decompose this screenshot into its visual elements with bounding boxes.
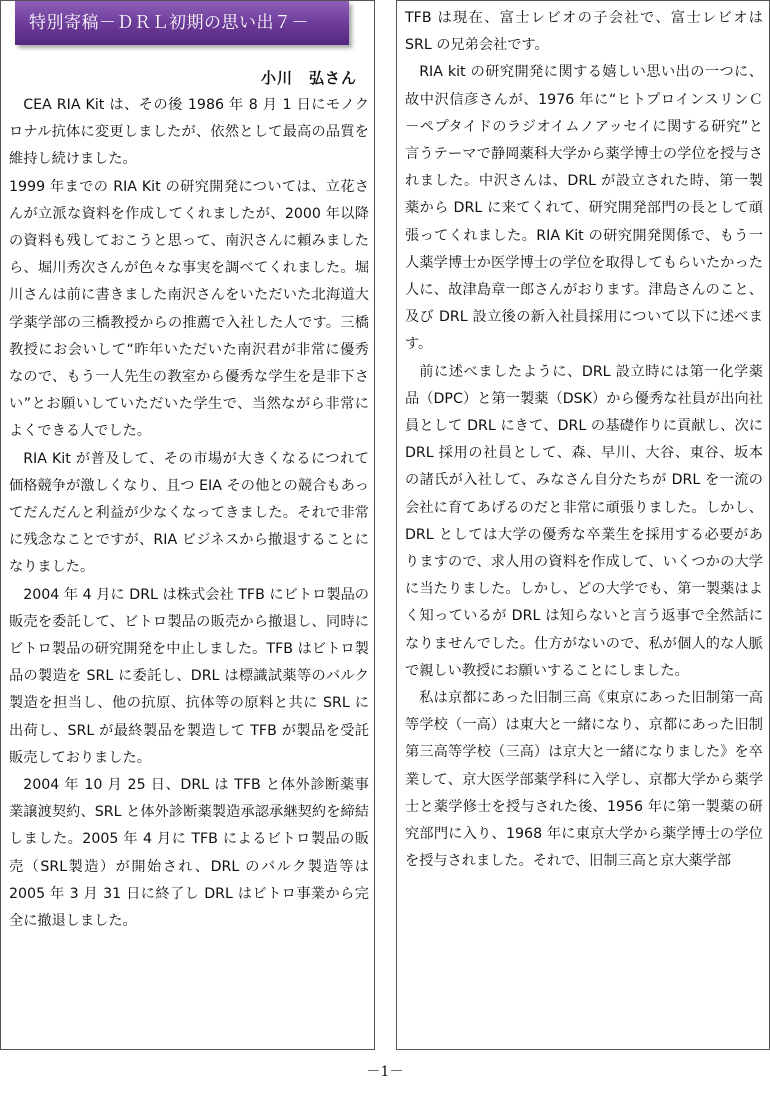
right-column <box>396 0 770 1050</box>
paragraph: RIA Kit が普及して、その市場が大きくなるにつれて価格競争が激しくなり、且つ EIA その他との競合もあってだんだんと利益が少なくなってきました。それで非常に残念なことですが、RIA ビジネスから撤退することになりました。 <box>9 450 369 576</box>
paragraph: RIA kit の研究開発に関する嬉しい思い出の一つに、故中沢信彦さんが、1976 年に“ヒトプロインスリンＣ－ペプタイドのラジオイムノアッセイに関する研究”と言うテーマで静岡薬科大学から薬学博士の学位を授与されました。中沢さんは、DRL が設立された時、第一製薬から DRL に来てくれて、研究開発部門の長として頑張ってくれました。RIA Kit の研究開発関係で、もう一人薬学博士か医学博士の学位を取得してもらいたかった人に、故津島章一郎さんがおります。津島さんのこと、及び DRL 設立後の新入社員採用について以下に述べます。 <box>405 64 763 353</box>
left-column <box>0 0 375 1050</box>
author-name: 小川 弘さん <box>260 69 357 87</box>
paragraph: 1999 年までの RIA Kit の研究開発については、立花さんが立派な資料を作成してくれましたが、2000 年以降の資料も残しておこうと思って、南沢さんに頼みましたら、堀川秀次さんが色々な事実を調べてくれました。堀川さんは前に書きました南沢さんをいただいた北海道大学薬学部の三橋教授からの推薦で入社した人です。三橋教授にお会いして“昨年いただいた南沢君が非常に優秀なので、もう一人先生の教室から優秀な学生を是非下さい”とお願いしていただいた学生で、当然ながら非常によくできる人でした。 <box>9 178 369 440</box>
paragraph: 前に述べましたように、DRL 設立時には第一化学薬品（DPC）と第一製薬（DSK）から優秀な社員が出向社員として DRL にきて、DRL の基礎作りに貢献し、次に DRL 採用の社員として、森、早川、大谷、東谷、坂本の諸氏が入社して、みなさん自分たちが DRL を一流の会社に育てあげるのだと非常に頑張りました。しかし、DRL としては大学の優秀な卒業生を採用する必要がありますので、求人用の資料を作成して、いくつかの大学に当たりました。しかし、どの大学でも、第一製薬はよく知っているが DRL は知らないと言う返事で全然話になりませんでした。仕方がないので、私が個人的な人脈で親しい教授にお願いすることにしました。 <box>405 363 763 679</box>
paragraph: 2004 年 10 月 25 日、DRL は TFB と体外診断薬事業譲渡契約、SRL と体外診断薬製造承認承継契約を締結しました。2005 年 4 月に TFB によるビトロ製品の販売（SRL製造）が開始され、DRL のバルク製造等は 2005 年 3 月 31 日に終了し DRL はビトロ事業から完全に撤退しました。 <box>9 777 369 930</box>
paragraph: TFB は現在、富士レビオの子会社で、富士レビオは SRL の兄弟会社です。 <box>405 10 763 54</box>
left-column-text <box>9 92 369 935</box>
paragraph: CEA RIA Kit は、その後 1986 年 8 月 1 日にモノクロナル抗体に変更しましたが、依然として最高の品質を維持し続けました。 <box>9 97 369 168</box>
paragraph: 2004 年 4 月に DRL は株式会社 TFB にビトロ製品の販売を委託して、ビトロ製品の販売から撤退し、同時にビトロ製品の研究開発を中止しました。TFB はビトロ製品の製造を SRL に委託し、DRL は標識試薬等のバルク製造を担当し、他の抗原、抗体等の原料と共に SRL に出荷し、SRL が最終製品を製造して TFB が製品を受託販売しておりました。 <box>9 586 369 766</box>
page-number: －1－ <box>366 1064 404 1080</box>
article-title-banner: 特別寄稿－ＤＲＬ初期の思い出７－ <box>15 1 349 45</box>
paragraph: 私は京都にあった旧制三高《東京にあった旧制第一高等学校（一高）は東大と一緒になり、京都にあった旧制第三高等学校（三高）は京大と一緒になりました》を卒業して、京大医学部薬学科に入学し、京都大学から薬学士と薬学修士を授与された後、1956 年に第一製薬の研究部門に入り、1968 年に東京大学から薬学博士の学位を授与されました。それで、旧制三高と京大薬学部 <box>405 690 763 870</box>
right-column-text <box>405 5 763 876</box>
